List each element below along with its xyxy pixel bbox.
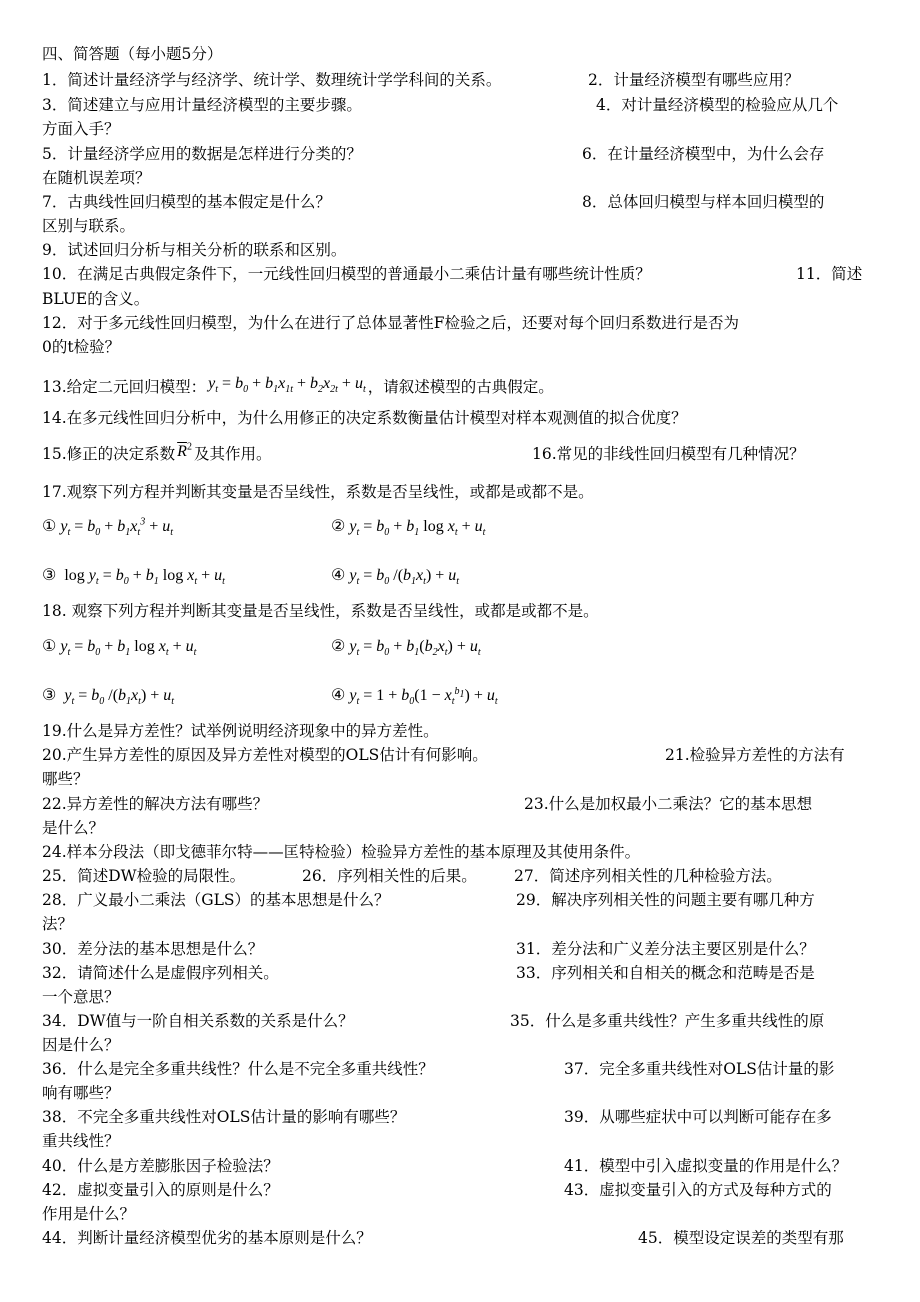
- question-32: 32．请简述什么是虚假序列相关。: [42, 964, 279, 982]
- question-18: 18. 观察下列方程并判断其变量是否呈线性，系数是否呈线性，或都是或都不是。: [42, 602, 599, 620]
- question-37: 37．完全多重共线性对OLS估计量的影: [564, 1060, 835, 1078]
- question-43: 43．虚拟变量引入的方式及每种方式的: [564, 1181, 832, 1199]
- question-11: 11．简述: [796, 265, 863, 283]
- question-21-cont: 哪些？: [42, 770, 89, 788]
- question-22: 22.异方差性的解决方法有哪些？: [42, 795, 269, 813]
- question-16: 16.常见的非线性回归模型有几种情况？: [532, 445, 805, 463]
- question-3: 3．简述建立与应用计量经济模型的主要步骤。: [42, 96, 362, 114]
- question-39: 39．从哪些症状中可以判断可能存在多: [564, 1108, 832, 1126]
- question-25: 25．简述DW检验的局限性。: [42, 867, 246, 885]
- question-35-cont: 因是什么？: [42, 1036, 120, 1054]
- question-34: 34．DW值与一阶自相关系数的关系是什么？: [42, 1012, 354, 1030]
- question-13-prefix: 13.给定二元回归模型：: [42, 378, 207, 396]
- question-36: 36．什么是完全多重共线性？什么是不完全多重共线性？: [42, 1060, 434, 1078]
- question-2: 2．计量经济模型有哪些应用？: [588, 71, 800, 89]
- question-8: 8．总体回归模型与样本回归模型的: [582, 193, 825, 211]
- question-20: 20.产生异方差性的原因及异方差性对模型的OLS估计有何影响。: [42, 746, 488, 764]
- question-17: 17.观察下列方程并判断其变量是否呈线性，系数是否呈线性，或都是或都不是。: [42, 483, 594, 501]
- question-41: 41．模型中引入虚拟变量的作用是什么？: [564, 1157, 848, 1175]
- question-39-cont: 重共线性？: [42, 1132, 120, 1150]
- formula-17-1: ① $y_t = b_0 + b_1x_t^3 + u_t$: [42, 516, 173, 539]
- question-13-suffix: ，请叙述模型的古典假定。: [367, 378, 554, 396]
- question-30: 30．差分法的基本思想是什么？: [42, 940, 264, 958]
- question-12: 12．对于多元线性回归模型，为什么在进行了总体显著性F检验之后，还要对每个回归系数进行是否为: [42, 314, 739, 332]
- question-28: 28．广义最小二乘法（GLS）的基本思想是什么？: [42, 891, 390, 909]
- formula-17-4: ④ $y_t = b_0$ $/(b_1x_t) + u_t$: [331, 567, 460, 588]
- question-5: 5．计量经济学应用的数据是怎样进行分类的？: [42, 145, 362, 163]
- question-6-cont: 在随机误差项？: [42, 169, 151, 187]
- question-26: 26．序列相关性的后果。: [302, 867, 477, 885]
- question-23: 23.什么是加权最小二乘法？它的基本思想: [524, 795, 813, 813]
- question-15-prefix: 15.修正的决定系数: [42, 445, 176, 463]
- question-44: 44．判断计量经济模型优劣的基本原则是什么？: [42, 1229, 372, 1247]
- formula-18-4: ④ $y_t = 1 + b_0(1 - x_t^{b_1}) + u_t$: [331, 685, 498, 708]
- question-33: 33．序列相关和自相关的概念和范畴是否是: [516, 964, 815, 982]
- formula-13: $y_t = b_0 + b_1x_{1t} + b_2x_{2t} + u_t$: [208, 375, 366, 396]
- question-24: 24.样本分段法（即戈德菲尔特——匡特检验）检验异方差性的基本原理及其使用条件。: [42, 843, 641, 861]
- question-27: 27．简述序列相关性的几种检验方法。: [514, 867, 782, 885]
- question-38: 38．不完全多重共线性对OLS估计量的影响有哪些？: [42, 1108, 406, 1126]
- question-42: 42．虚拟变量引入的原则是什么？: [42, 1181, 279, 1199]
- question-37-cont: 响有哪些？: [42, 1084, 120, 1102]
- question-7: 7．古典线性回归模型的基本假定是什么？: [42, 193, 331, 211]
- formula-17-2: ② $y_t = b_0 + b_1$ $\log x_t + u_t$: [331, 518, 486, 539]
- formula-18-2: ② $y_t = b_0 + b_1(b_2x_t) + u_t$: [331, 638, 481, 659]
- question-31: 31．差分法和广义差分法主要区别是什么？: [516, 940, 815, 958]
- question-15-suffix: 及其作用。: [193, 445, 272, 463]
- formula-17-3: ③ $\log y_t = b_0 + b_1$ $\log x_t + u_t$: [42, 567, 225, 588]
- question-4-cont: 方面入手？: [42, 120, 120, 138]
- question-4: 4．对计量经济模型的检验应从几个: [596, 96, 839, 114]
- question-9: 9．试述回归分析与相关分析的联系和区别。: [42, 241, 347, 259]
- r-bar-squared-symbol: $\overline{R}^2$: [177, 441, 192, 460]
- formula-18-3: ③ $y_t = b_0$ $/(b_1x_t) + u_t$: [42, 687, 175, 708]
- question-21: 21.检验异方差性的方法有: [665, 746, 845, 764]
- question-29-cont: 法？: [42, 915, 74, 933]
- question-11-cont: BLUE的含义。: [42, 290, 150, 308]
- question-12-cont: 0的t检验？: [42, 338, 121, 356]
- question-6: 6．在计量经济模型中，为什么会存: [582, 145, 825, 163]
- question-19: 19.什么是异方差性？试举例说明经济现象中的异方差性。: [42, 722, 439, 740]
- question-1: 1．简述计量经济学与经济学、统计学、数理统计学学科间的关系。: [42, 71, 502, 89]
- question-40: 40．什么是方差膨胀因子检验法？: [42, 1157, 279, 1175]
- question-35: 35．什么是多重共线性？产生多重共线性的原: [510, 1012, 825, 1030]
- question-15: [42, 441, 272, 465]
- question-33-cont: 一个意思？: [42, 988, 120, 1006]
- question-29: 29．解决序列相关性的问题主要有哪几种方: [516, 891, 815, 909]
- question-45: 45．模型设定误差的类型有那: [638, 1229, 844, 1247]
- question-23-cont: 是什么？: [42, 819, 105, 837]
- section-heading: 四、简答题（每小题5分）: [42, 45, 223, 63]
- question-14: 14.在多元线性回归分析中，为什么用修正的决定系数衡量估计模型对样本观测值的拟合优度？: [42, 409, 687, 427]
- question-8-cont: 区别与联系。: [42, 217, 136, 235]
- question-10: 10．在满足古典假定条件下，一元线性回归模型的普通最小二乘估计量有哪些统计性质？: [42, 265, 651, 283]
- formula-18-1: ① $y_t = b_0 + b_1$ $\log x_t + u_t$: [42, 638, 197, 659]
- question-43-cont: 作用是什么？: [42, 1205, 136, 1223]
- question-13: [42, 377, 554, 398]
